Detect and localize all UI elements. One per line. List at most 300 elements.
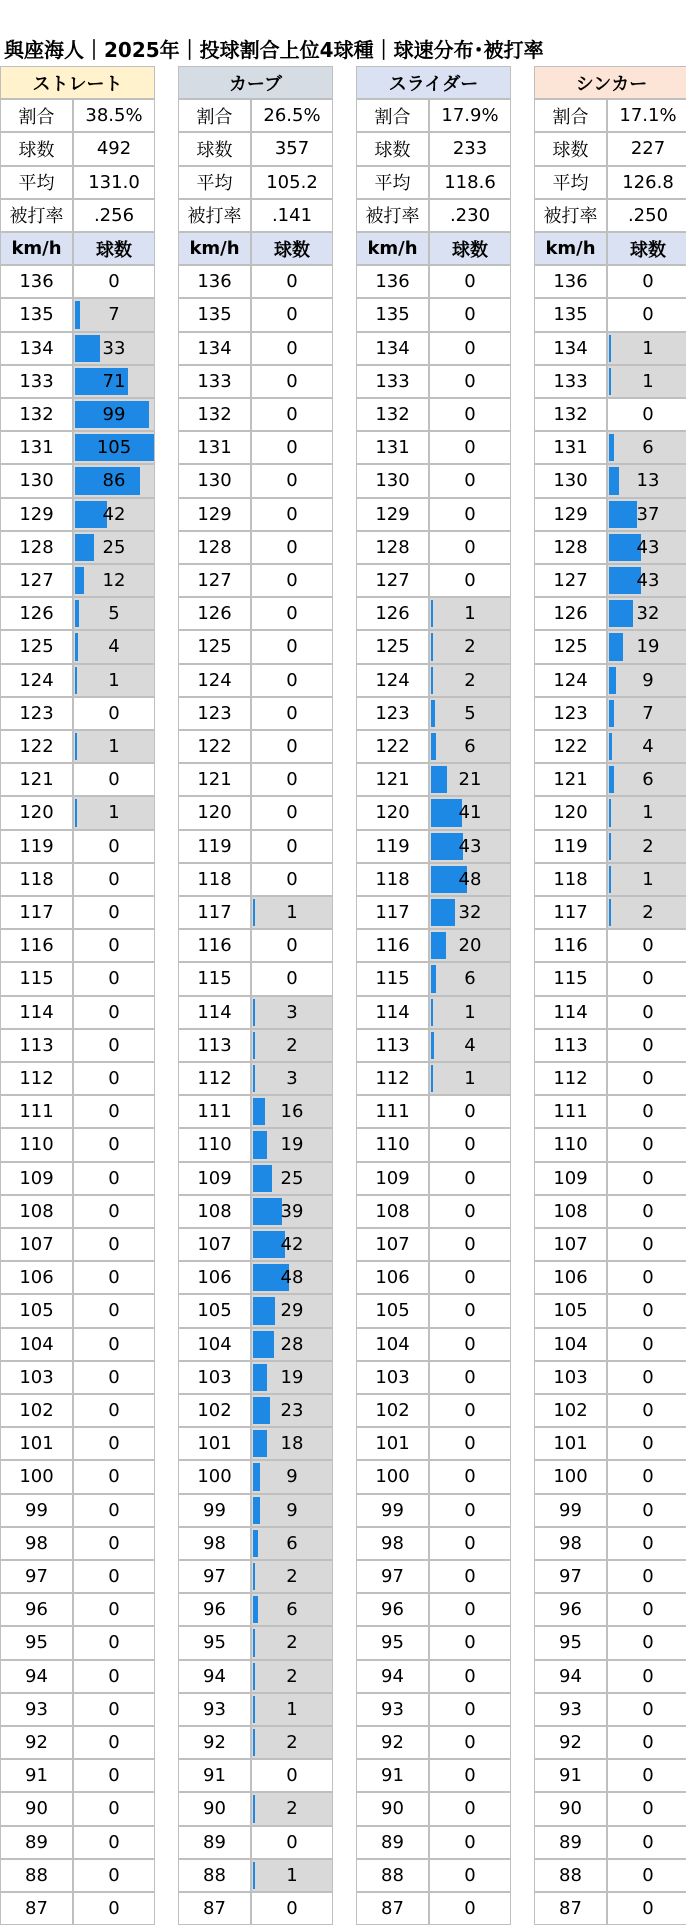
count-label: 0 [642,1898,654,1920]
count-bar [253,1530,258,1557]
count-label: 0 [464,304,476,326]
count-cell [607,830,686,863]
count-cell [607,1195,686,1228]
count-label: 0 [108,1134,120,1156]
speed-cell: 136 [178,265,251,298]
count-label: 0 [464,536,476,558]
speed-cell: 125 [534,630,607,663]
speed-cell: 104 [356,1328,429,1361]
speed-cell: 119 [356,830,429,863]
speed-cell: 102 [356,1394,429,1427]
speed-cell: 94 [356,1660,429,1693]
speed-cell: 90 [356,1792,429,1825]
stat-value: 131.0 [73,166,155,199]
count-label: 0 [108,1665,120,1687]
count-label: 4 [464,1034,476,1056]
count-cell [251,830,333,863]
speed-cell: 111 [534,1095,607,1128]
count-cell [429,1162,511,1195]
speed-cell: 136 [0,265,73,298]
count-label: 0 [286,570,298,592]
count-cell [73,1128,155,1161]
count-bar [431,600,433,627]
count-cell [607,1693,686,1726]
count-label: 0 [286,1831,298,1853]
speed-cell: 100 [356,1460,429,1493]
speed-cell: 103 [0,1361,73,1394]
count-cell [607,1593,686,1626]
stat-label: 球数 [0,132,73,165]
count-bar [609,467,619,494]
stat-label: 球数 [534,132,607,165]
count-label: 39 [280,1200,304,1222]
count-cell [73,1361,155,1394]
count-cell [429,664,511,697]
pitch-panel [356,66,511,1925]
count-cell [73,1726,155,1759]
speed-cell: 119 [178,830,251,863]
count-label: 0 [108,1234,120,1256]
count-cell [607,265,686,298]
count-cell [251,564,333,597]
count-cell [429,1261,511,1294]
speed-cell: 127 [178,564,251,597]
count-cell [251,763,333,796]
count-label: 32 [636,603,660,625]
count-cell [73,996,155,1029]
speed-cell: 102 [534,1394,607,1427]
count-cell [429,1361,511,1394]
count-label: 0 [464,1466,476,1488]
count-label: 3 [286,1068,298,1090]
count-cell [73,1593,155,1626]
speed-cell: 134 [534,332,607,365]
count-cell [607,1759,686,1792]
speed-cell: 122 [0,730,73,763]
count-cell [429,830,511,863]
count-cell [251,1792,333,1825]
speed-cell: 107 [534,1228,607,1261]
count-cell [73,730,155,763]
count-cell [429,962,511,995]
count-cell [429,1294,511,1327]
count-label: 0 [286,337,298,359]
speed-cell: 113 [178,1029,251,1062]
count-bar [253,1198,282,1225]
pitch-name: スライダー [356,66,511,99]
count-label: 0 [108,1566,120,1588]
speed-cell: 95 [534,1626,607,1659]
speed-cell: 135 [0,298,73,331]
speed-cell: 88 [178,1859,251,1892]
count-cell [251,1328,333,1361]
speed-cell: 123 [0,697,73,730]
count-cell [73,464,155,497]
count-cell [251,896,333,929]
count-cell [429,863,511,896]
speed-cell: 116 [534,929,607,962]
count-label: 0 [108,702,120,724]
stat-value: 26.5% [251,99,333,132]
count-label: 0 [642,271,654,293]
speed-cell: 125 [178,630,251,663]
count-label: 0 [642,1101,654,1123]
count-label: 1 [642,868,654,890]
pitch-name: カーブ [178,66,333,99]
speed-cell: 127 [356,564,429,597]
speed-cell: 100 [534,1460,607,1493]
count-bar [431,799,462,826]
speed-cell: 109 [178,1162,251,1195]
count-cell [251,332,333,365]
speed-cell: 121 [534,763,607,796]
count-cell [429,498,511,531]
count-cell [607,1294,686,1327]
count-label: 0 [286,503,298,525]
count-cell [607,1261,686,1294]
count-label: 25 [280,1167,304,1189]
stat-value: 357 [251,132,333,165]
count-cell [607,1427,686,1460]
count-bar [253,1430,267,1457]
count-label: 0 [642,1200,654,1222]
count-label: 9 [286,1466,298,1488]
count-cell [429,564,511,597]
count-cell [251,1726,333,1759]
count-label: 37 [636,503,660,525]
speed-cell: 129 [356,498,429,531]
stat-value: .230 [429,199,511,232]
pitch-panel [0,66,155,1925]
speed-cell: 97 [356,1560,429,1593]
speed-cell: 129 [0,498,73,531]
count-bar [609,501,637,528]
count-cell [251,697,333,730]
speed-cell: 114 [534,996,607,1029]
speed-cell: 109 [534,1162,607,1195]
count-label: 0 [642,1068,654,1090]
count-cell [251,1626,333,1659]
speed-cell: 92 [178,1726,251,1759]
count-label: 42 [102,503,126,525]
speed-cell: 126 [356,597,429,630]
stat-value: 105.2 [251,166,333,199]
count-cell [251,1195,333,1228]
speed-cell: 108 [178,1195,251,1228]
count-label: 0 [464,437,476,459]
count-label: 0 [108,1499,120,1521]
speed-cell: 90 [0,1792,73,1825]
count-label: 6 [642,769,654,791]
speed-cell: 100 [0,1460,73,1493]
count-bar [431,899,455,926]
speed-cell: 122 [178,730,251,763]
speed-header: km/h [356,232,429,265]
speed-cell: 113 [534,1029,607,1062]
count-label: 20 [458,935,482,957]
count-cell [429,1560,511,1593]
count-cell [607,564,686,597]
count-label: 0 [464,1599,476,1621]
count-bar [609,833,611,860]
speed-cell: 124 [0,664,73,697]
count-cell [607,431,686,464]
speed-cell: 116 [178,929,251,962]
count-cell [251,730,333,763]
count-label: 28 [280,1333,304,1355]
speed-cell: 93 [356,1693,429,1726]
count-bar [609,700,614,727]
speed-cell: 91 [0,1759,73,1792]
count-label: 0 [642,1400,654,1422]
count-cell [251,531,333,564]
count-label: 0 [286,769,298,791]
speed-cell: 123 [356,697,429,730]
count-label: 0 [108,1300,120,1322]
speed-cell: 102 [178,1394,251,1427]
count-cell [429,1095,511,1128]
speed-cell: 127 [534,564,607,597]
count-label: 48 [280,1267,304,1289]
stat-label: 割合 [356,99,429,132]
speed-cell: 105 [0,1294,73,1327]
count-bar [609,633,623,660]
stat-label: 平均 [0,166,73,199]
count-label: 2 [464,669,476,691]
count-label: 0 [642,1532,654,1554]
count-label: 0 [286,304,298,326]
count-label: 6 [642,437,654,459]
speed-header: km/h [0,232,73,265]
count-label: 0 [108,1400,120,1422]
speed-cell: 124 [178,664,251,697]
count-label: 13 [636,470,660,492]
count-label: 0 [108,868,120,890]
page-title: 與座海人｜2025年｜投球割合上位4球種｜球速分布･被打率 [4,38,544,62]
count-label: 5 [108,603,120,625]
count-label: 9 [642,669,654,691]
count-cell [429,332,511,365]
count-bar [253,1165,272,1192]
count-cell [73,1029,155,1062]
speed-cell: 95 [0,1626,73,1659]
count-cell [429,1062,511,1095]
speed-cell: 101 [0,1427,73,1460]
speed-cell: 126 [534,597,607,630]
count-bar [253,1729,255,1756]
speed-cell: 88 [0,1859,73,1892]
speed-cell: 98 [356,1527,429,1560]
count-cell [607,1726,686,1759]
count-cell [251,796,333,829]
count-label: 1 [108,802,120,824]
stat-value: 233 [429,132,511,165]
count-label: 1 [286,1864,298,1886]
count-label: 1 [108,669,120,691]
count-label: 7 [108,304,120,326]
speed-cell: 110 [534,1128,607,1161]
count-cell [607,630,686,663]
speed-cell: 127 [0,564,73,597]
count-label: 0 [464,1632,476,1654]
speed-cell: 92 [356,1726,429,1759]
speed-cell: 97 [0,1560,73,1593]
count-label: 0 [464,1300,476,1322]
count-label: 21 [458,769,482,791]
count-label: 0 [642,1267,654,1289]
count-label: 6 [464,736,476,758]
count-cell [607,697,686,730]
count-label: 0 [108,1267,120,1289]
count-cell [73,1826,155,1859]
count-cell [429,265,511,298]
speed-cell: 104 [178,1328,251,1361]
speed-cell: 95 [178,1626,251,1659]
count-cell [251,1560,333,1593]
count-label: 0 [286,437,298,459]
count-label: 0 [464,1267,476,1289]
count-cell [251,1394,333,1427]
count-cell [251,265,333,298]
speed-cell: 130 [178,464,251,497]
count-bar [431,965,436,992]
count-label: 0 [642,1234,654,1256]
speed-cell: 94 [178,1660,251,1693]
count-bar [253,1032,255,1059]
speed-cell: 98 [178,1527,251,1560]
count-cell [73,498,155,531]
speed-cell: 97 [534,1560,607,1593]
speed-cell: 114 [178,996,251,1029]
count-cell [251,1128,333,1161]
count-label: 0 [464,1234,476,1256]
stat-label: 被打率 [534,199,607,232]
count-cell [251,1826,333,1859]
count-header: 球数 [607,232,686,265]
speed-cell: 91 [178,1759,251,1792]
count-cell [73,1228,155,1261]
count-label: 0 [108,1001,120,1023]
speed-cell: 96 [534,1593,607,1626]
speed-cell: 128 [356,531,429,564]
count-cell [607,1626,686,1659]
stat-label: 平均 [178,166,251,199]
stat-value: 17.9% [429,99,511,132]
count-label: 0 [464,570,476,592]
count-cell [73,1527,155,1560]
count-label: 1 [464,603,476,625]
speed-cell: 134 [178,332,251,365]
count-bar [253,1563,255,1590]
count-cell [73,863,155,896]
count-label: 0 [464,1167,476,1189]
count-cell [429,1826,511,1859]
speed-cell: 93 [178,1693,251,1726]
count-label: 0 [286,1765,298,1787]
count-label: 2 [286,1798,298,1820]
count-cell [73,1660,155,1693]
speed-cell: 126 [0,597,73,630]
count-cell [607,398,686,431]
speed-cell: 89 [534,1826,607,1859]
count-label: 0 [642,1798,654,1820]
speed-cell: 111 [178,1095,251,1128]
count-cell [73,664,155,697]
count-cell [429,1792,511,1825]
speed-header: km/h [534,232,607,265]
count-cell [607,1859,686,1892]
count-label: 0 [642,1433,654,1455]
count-cell [607,730,686,763]
count-cell [251,996,333,1029]
count-label: 42 [280,1234,304,1256]
speed-cell: 132 [534,398,607,431]
count-label: 2 [286,1632,298,1654]
count-cell [251,498,333,531]
count-bar [253,1696,255,1723]
count-cell [73,431,155,464]
count-label: 1 [642,802,654,824]
speed-cell: 101 [534,1427,607,1460]
speed-cell: 88 [534,1859,607,1892]
speed-cell: 117 [0,896,73,929]
count-label: 0 [286,935,298,957]
speed-cell: 133 [178,365,251,398]
speed-cell: 119 [534,830,607,863]
count-label: 0 [642,1134,654,1156]
count-label: 5 [464,702,476,724]
count-cell [429,298,511,331]
count-cell [607,365,686,398]
speed-cell: 101 [178,1427,251,1460]
speed-cell: 99 [178,1494,251,1527]
speed-cell: 109 [356,1162,429,1195]
count-cell [607,1394,686,1427]
speed-cell: 125 [356,630,429,663]
count-cell [73,962,155,995]
count-label: 0 [286,470,298,492]
count-bar [75,567,84,594]
count-cell [607,962,686,995]
count-cell [251,1593,333,1626]
speed-cell: 132 [0,398,73,431]
count-cell [73,796,155,829]
count-label: 2 [642,835,654,857]
count-label: 0 [464,271,476,293]
speed-cell: 132 [356,398,429,431]
count-bar [609,434,614,461]
count-cell [607,1029,686,1062]
count-label: 0 [642,1001,654,1023]
pitch-panel [178,66,333,1925]
count-cell [429,464,511,497]
speed-cell: 97 [178,1560,251,1593]
count-cell [429,796,511,829]
count-label: 0 [642,1632,654,1654]
speed-cell: 121 [356,763,429,796]
count-cell [251,1759,333,1792]
speed-cell: 115 [178,962,251,995]
speed-cell: 110 [356,1128,429,1161]
count-cell [251,962,333,995]
count-label: 7 [642,702,654,724]
count-cell [73,763,155,796]
count-bar [431,1032,434,1059]
count-bar [431,766,447,793]
stat-value: 17.1% [607,99,686,132]
count-label: 43 [458,835,482,857]
count-cell [429,1195,511,1228]
